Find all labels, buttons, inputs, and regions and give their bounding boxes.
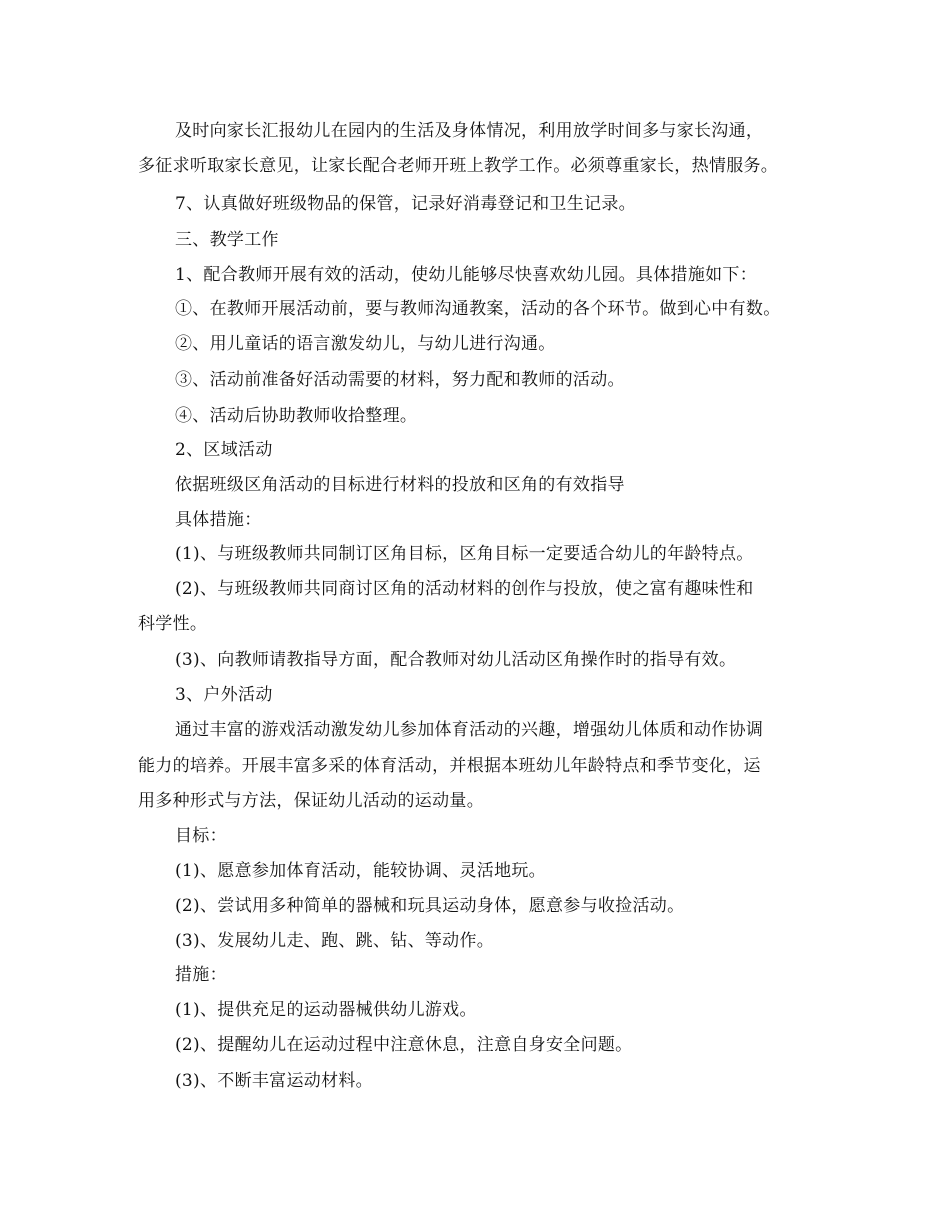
list-item: (1)、提供充足的运动器械供幼儿游戏。 [175, 1000, 477, 1020]
list-item: ③、活动前准备好活动需要的材料，努力配和教师的活动。 [175, 370, 625, 390]
label-line: 目标： [175, 826, 227, 846]
list-item: 7、认真做好班级物品的保管，记录好消毒登记和卫生记录。 [175, 194, 636, 214]
list-item: (1)、愿意参加体育活动，能较协调、灵活地玩。 [175, 861, 546, 881]
label-line: 具体措施： [175, 510, 262, 530]
list-item-continuation: 科学性。 [138, 614, 208, 634]
paragraph-line: 及时向家长汇报幼儿在园内的生活及身体情况，利用放学时间多与家长沟通， [175, 121, 764, 141]
list-item: ②、用儿童话的语言激发幼儿，与幼儿进行沟通。 [175, 334, 556, 354]
list-item: (3)、发展幼儿走、跑、跳、钻、等动作。 [175, 931, 495, 951]
paragraph-line: 多征求听取家长意见，让家长配合老师开班上教学工作。必须尊重家长，热情服务。 [138, 156, 779, 176]
section-heading: 三、教学工作 [175, 230, 279, 250]
paragraph-line: 能力的培养。开展丰富多采的体育活动，并根据本班幼儿年龄特点和季节变化，运 [138, 756, 761, 776]
subsection-heading: 2、区域活动 [175, 440, 273, 460]
list-item: ④、活动后协助教师收拾整理。 [175, 406, 418, 426]
list-item: (3)、不断丰富运动材料。 [175, 1071, 373, 1091]
paragraph-line: 通过丰富的游戏活动激发幼儿参加体育活动的兴趣，增强幼儿体质和动作协调 [175, 720, 764, 740]
list-item: ①、在教师开展活动前，要与教师沟通教案，活动的各个环节。做到心中有数。 [175, 299, 781, 319]
subsection-heading: 1、配合教师开展有效的活动，使幼儿能够尽快喜欢幼儿园。具体措施如下： [175, 265, 758, 285]
list-item: (3)、向教师请教指导方面，配合教师对幼儿活动区角操作时的指导有效。 [175, 650, 737, 670]
label-line: 措施： [175, 965, 227, 985]
paragraph-line: 依据班级区角活动的目标进行材料的投放和区角的有效指导 [175, 475, 625, 495]
list-item: (1)、与班级教师共同制订区角目标，区角目标一定要适合幼儿的年龄特点。 [175, 544, 754, 564]
list-item: (2)、与班级教师共同商讨区角的活动材料的创作与投放，使之富有趣味性和 [175, 579, 754, 599]
list-item: (2)、尝试用多种简单的器械和玩具运动身体，愿意参与收捡活动。 [175, 896, 685, 916]
list-item: (2)、提醒幼儿在运动过程中注意休息，注意自身安全问题。 [175, 1035, 633, 1055]
subsection-heading: 3、户外活动 [175, 685, 273, 705]
paragraph-line: 用多种形式与方法，保证幼儿活动的运动量。 [138, 791, 484, 811]
